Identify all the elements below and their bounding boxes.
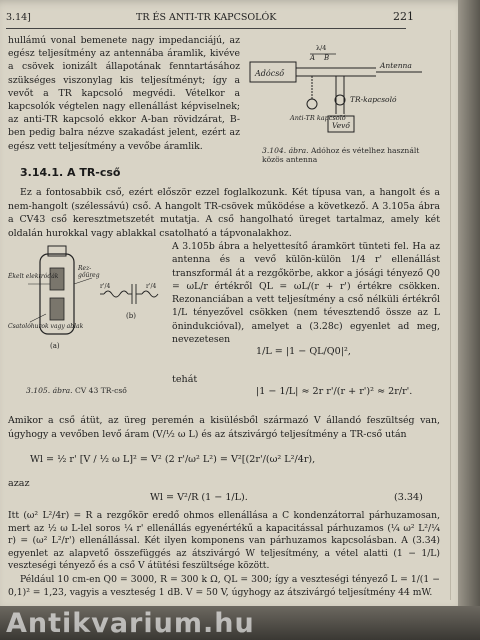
figure-3-105-caption: 3.105. ábra. CV 43 TR-cső xyxy=(26,386,127,395)
formula-4: Wl = V²/R (1 − 1/L). xyxy=(150,492,248,503)
watermark-text: Antikvarium.hu xyxy=(6,608,255,639)
section-title: 3.14.1. A TR-cső xyxy=(20,166,121,179)
transmitter-label: Adócső xyxy=(255,69,285,78)
figure-cv43-tube xyxy=(8,244,168,364)
svg-text:A: A xyxy=(310,54,316,62)
page-number: 221 xyxy=(393,10,414,23)
formula-2: |1 − 1/L| ≈ 2r r'/(r + r')² ≈ 2r/r'. xyxy=(256,386,413,397)
anti-tr-label: Anti-TR kapcsoló xyxy=(290,114,346,122)
receiver-label: Vevő xyxy=(332,121,350,130)
tr-label: TR-kapcsoló xyxy=(350,95,397,104)
paragraph-1: Ez a fontosabbik cső, ezért először ezzel foglalkozunk. Két típusa van, a hangolt és a nem-hangolt (szélessávú) cső. A hangolt TR-csövek működése a következő. A 3.105a ábra a CV43 cső keresztmetszetét mutatja. A cső hangolható üreget tartalmaz, amely két oldalán hurokkal vagy ablakkal csatolható a tápvonalakhoz. xyxy=(8,187,440,239)
paragraph-2: A 3.105b ábra a helyettesítő áramkört tünteti fel. Ha az antenna és a vevő külön-külön 1/4 r' ellenállást transzformál át a rezgőkörbe, akkor a jósági tényező Q0 = ωL/r értékről QL = ωL/(r + r') értékre csökken. Rezonanciában a vett teljesítmény a cső nélküli értékről 1/L tényezővel csökken (nem tévesztendő össze az L önindukcióval), amelyet a (3.28c) egyenlet ad meg, nevezetesen xyxy=(172,241,440,346)
azaz-word: azaz xyxy=(8,478,30,489)
intro-paragraph: hullámú vonal bemenete nagy impedanciájú, az egész teljesítmény az antennába áramlik, kivéve a csövek ionizált állapotának fenntartásához szükséges viszonylag kis teljesítményt; így a vevőt a TR kapcsoló megvédi. Vételkor a kapcsolók végtelen nagy ellenállást képviselnek; az anti-TR kapcsoló ekkor A-ban rövidzárat, B-ben pedig balra nézve szakadást jelent, ezért az egész vett teljesítmény a vevőbe áramlik. xyxy=(8,35,240,152)
equation-number: (3.34) xyxy=(394,492,423,503)
header-title: TR ÉS ANTI-TR KAPCSOLÓK xyxy=(136,12,277,23)
paragraph-5: Például 10 cm-en Q0 = 3000, R = 300 k Ω, QL = 300; így a veszteségi tényező L = 1/(1 − 0,1)² = 1,23, vagyis a veszteség 1 dB. V = 50 V, úgyhogy az átszivárgó teljesítmény 44 mW. xyxy=(8,574,440,598)
paragraph-3: Amikor a cső átüt, az üreg peremén a kisülésből származó V állandó feszültség van, úgyhogy a vevőben levő áram (V/½ ω L) és az átszivárgó teljesítmény a TR-cső után xyxy=(8,415,440,440)
svg-text:r'/4: r'/4 xyxy=(100,283,111,290)
formula-3: Wl = ½ r' [V / ½ ω L]² = V² (2 r'/ω² L²) = V²[(2r'/(ω² L²/4r), xyxy=(30,454,316,465)
svg-text:Rez-: Rez- xyxy=(78,265,92,272)
coupling-label: Csatolóhurok vagy ablak xyxy=(8,323,84,330)
svg-text:(a): (a) xyxy=(50,342,60,350)
electrodes-label: Ékelt elektródák xyxy=(8,273,59,280)
tube-cavity xyxy=(40,254,74,334)
formula-1: 1/L = |1 − QL/Q0|², xyxy=(256,346,351,357)
svg-text:gőüreg: gőüreg xyxy=(78,272,100,279)
svg-text:(b): (b) xyxy=(126,312,136,320)
svg-text:r'/4: r'/4 xyxy=(146,283,157,290)
paragraph-4: Itt (ω² L²/4r) = R a rezgőkör eredő ohmos ellenállása a C kondenzátorral párhuzamosan, mert az ½ ω L-lel soros ¼ r' ellenállás egyenértékű a kapacitással párhuzamos (¼ ω² L²/¼ r) = (ω² L²/r') ellenállással. Két ilyen komponens van párhuzamos kapcsolásban. A (3.34) egyenlet az alapvető összefüggés az átszivárgó W teljesítmény, a vétel alatti (1 − 1/L) veszteségi tényező és a cső V átütési feszültsége között. xyxy=(8,510,440,572)
tehat-word: tehát xyxy=(172,374,198,385)
running-header xyxy=(6,10,414,29)
antenna-label: Antenna xyxy=(380,61,412,70)
header-section: 3.14] xyxy=(6,12,31,23)
svg-text:λ/4: λ/4 xyxy=(316,44,327,52)
anti-tr-cell xyxy=(307,99,317,109)
page-edge-shadow xyxy=(458,0,480,612)
figure-common-antenna xyxy=(246,40,426,150)
margin-line xyxy=(450,30,451,600)
svg-text:B: B xyxy=(324,54,330,62)
figure-3-104-caption: 3.104. ábra. Adóhoz és vételhez használt közös antenna xyxy=(262,146,420,164)
